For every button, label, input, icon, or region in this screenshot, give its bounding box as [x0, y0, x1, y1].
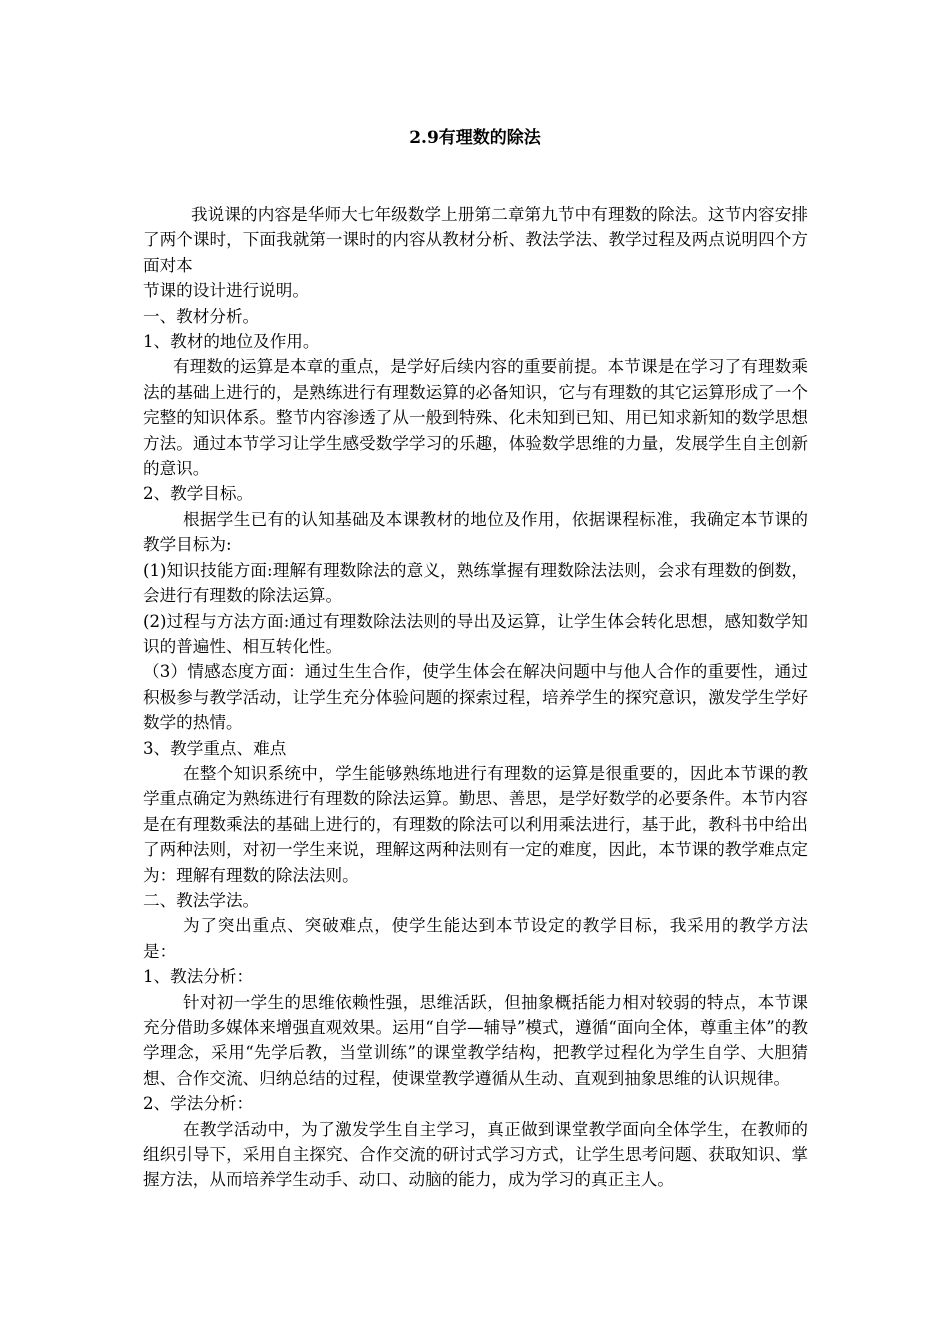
document-body: [143, 202, 808, 1193]
goal-emotion-attitude: （3）情感态度方面：通过生生合作，使学生体会在解决问题中与他人合作的重要性，通过积极参与教学活动，让学生充分体验问题的探索过程，培养学生的探究意识，激发学生学好数学的热情。: [143, 662, 808, 733]
subheading-status-role: 1、教材的地位及作用。: [143, 332, 320, 352]
section-heading-textbook-analysis: 一、教材分析。: [143, 306, 260, 326]
paragraph-intro-continued: 节课的设计进行说明。: [143, 281, 309, 301]
paragraph-teaching-method-analysis: 针对初一学生的思维依赖性强，思维活跃，但抽象概括能力相对较弱的特点，本节课充分借助多媒体来增强直观效果。运用“自学—辅导”模式，遵循“面向全体，尊重主体”的教学理念，采用“先学后教，当堂训练”的课堂教学结构，把教学过程化为学生自学、大胆猜想、合作交流、归纳总结的过程，使课堂教学遵循从生动、直观到抽象思维的认识规律。: [143, 992, 808, 1088]
paragraph-intro: 我说课的内容是华师大七年级数学上册第二章第九节中有理数的除法。这节内容安排了两个课时，下面我就第一课时的内容从教材分析、教法学法、教学过程及两点说明四个方面对本: [143, 205, 808, 275]
goal-knowledge-skills: (1)知识技能方面:理解有理数除法的意义，熟练掌握有理数除法法则，会求有理数的倒数，会进行有理数的除法运算。: [143, 560, 808, 606]
subheading-teaching-goals: 2、教学目标。: [143, 484, 254, 504]
paragraph-status-role: 有理数的运算是本章的重点，是学好后续内容的重要前提。本节课是在学习了有理数乘法的基础上进行的，是熟练进行有理数运算的必备知识，它与有理数的其它运算形成了一个完整的知识体系。整节内容渗透了从一般到特殊、化未知到已知、用已知求新知的数学思想方法。通过本节学习让学生感受数学学习的乐趣，体验数学思维的力量，发展学生自主创新的意识。: [143, 357, 808, 479]
paragraph-key-difficult-points: 在整个知识系统中，学生能够熟练地进行有理数的运算是很重要的，因此本节课的教学重点确定为熟练进行有理数的除法运算。勤思、善思，是学好数学的必要条件。本节内容是在有理数乘法的基础上进行的，有理数的除法可以利用乘法进行，基于此，教科书中给出了两种法则，对初一学生来说，理解这两种法则有一定的难度，因此，本节课的教学难点定为：理解有理数的除法法则。: [143, 763, 808, 885]
paragraph-teaching-goals: 根据学生已有的认知基础及本课教材的地位及作用，依据课程标准，我确定本节课的教学目标为:: [143, 509, 808, 555]
subheading-learning-method-analysis: 2、学法分析：: [143, 1094, 254, 1114]
section-heading-teaching-learning-methods: 二、教法学法。: [143, 890, 260, 910]
document-title: 2.9有理数的除法: [409, 128, 541, 148]
paragraph-learning-method-analysis: 在教学活动中，为了激发学生自主学习，真正做到课堂教学面向全体学生，在教师的组织引导下，采用自主探究、合作交流的研讨式学习方式，让学生思考问题、获取知识、掌握方法，从而培养学生动手、动口、动脑的能力，成为学习的真正主人。: [143, 1119, 808, 1190]
goal-process-method: (2)过程与方法方面:通过有理数除法法则的导出及运算，让学生体会转化思想，感知数学知识的普遍性、相互转化性。: [143, 611, 808, 656]
subheading-key-difficult-points: 3、教学重点、难点: [143, 738, 287, 758]
subheading-teaching-method-analysis: 1、教法分析：: [143, 967, 254, 987]
paragraph-methods-intro: 为了突出重点、突破难点，使学生能达到本节设定的教学目标，我采用的教学方法是：: [143, 916, 808, 961]
